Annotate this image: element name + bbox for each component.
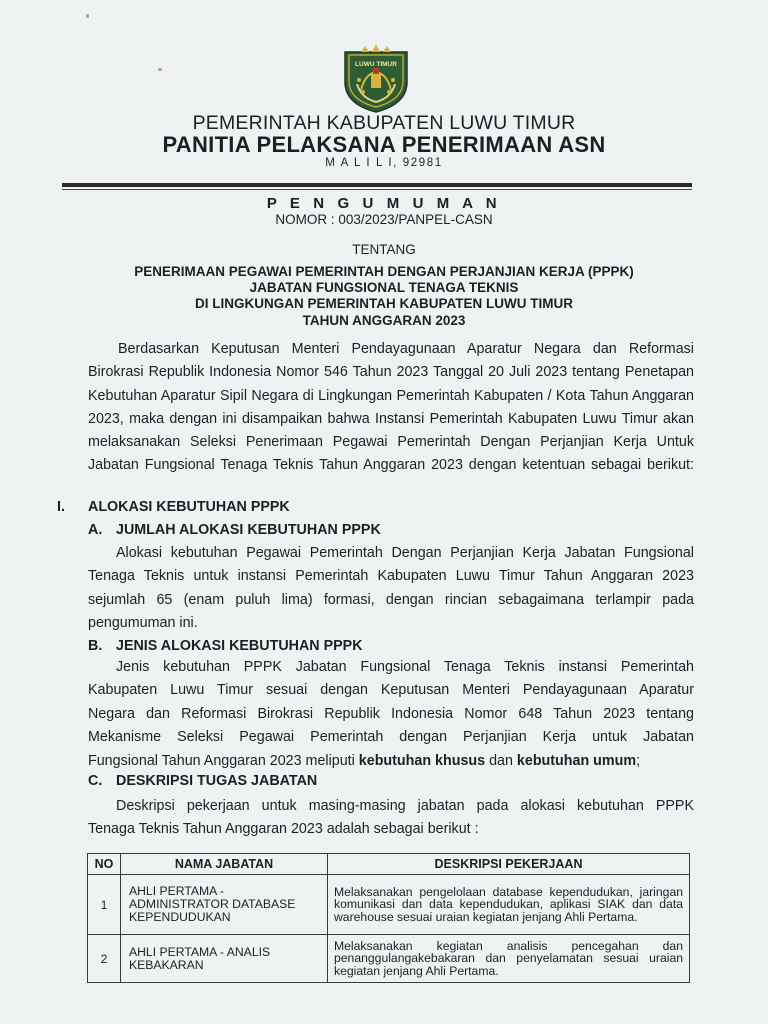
job-name — [121, 935, 328, 983]
about-label: TENTANG — [352, 242, 416, 257]
column-header-description: DESKRIPSI PEKERJAAN — [328, 854, 690, 875]
paper-speck — [158, 68, 162, 71]
subsection-b-title: JENIS ALOKASI KEBUTUHAN PPPK — [116, 638, 363, 654]
paragraph-line: Alokasi kebutuhan Pegawai Pemerintah Dengan Perjanjian Kerja Jabatan Fungsional — [116, 545, 694, 561]
row-number: 1 — [88, 875, 121, 935]
paragraph-line: Berdasarkan Keputusan Menteri Pendayagunaan Aparatur Negara dan Reformasi — [118, 341, 694, 357]
paragraph-line: Mekanisme Seleksi Pegawai Pemerintah dengan Perjanjian Kerja untuk Jabatan — [88, 729, 694, 746]
job-description: Melaksanakan kegiatan analisis pencegahan dan penanggulangakebakaran dan penyelamatan sesuai uraian kegiatan jenjang Ahli Pertama. — [328, 935, 690, 983]
table-header-row — [88, 854, 690, 875]
paragraph-line: sejumlah 65 (enam puluh lima) formasi, dengan rincian sebagaimana terlampir pada — [88, 591, 694, 608]
table-row — [88, 935, 690, 983]
job-name — [121, 875, 328, 935]
announcement-title: P E N G U M U M A N — [266, 195, 502, 212]
job-name-line: AHLI PERTAMA - — [129, 884, 225, 898]
subsection-b-number: B. — [88, 638, 103, 654]
paragraph-line: Jabatan Fungsional Tenaga Teknis Tahun Anggaran 2023 dengan ketentuan sebagai berikut: — [88, 457, 694, 474]
paragraph-line: Tenaga Teknis untuk instansi Pemerintah Kabupaten Luwu Timur Tahun Anggaran 2023 — [88, 568, 694, 585]
job-name-line: KEPENDUDUKAN — [129, 910, 231, 924]
paragraph-line: Negara dan Reformasi Birokrasi Republik Indonesia Nomor 648 Tahun 2023 tentang — [88, 705, 694, 722]
regency-emblem-logo — [339, 44, 413, 114]
committee-name: PANITIA PELAKSANA PENERIMAAN ASN — [162, 132, 606, 157]
column-header-job-name: NAMA JABATAN — [121, 854, 328, 875]
paragraph-line: Birokrasi Republik Indonesia Nomor 546 Tahun 2023 Tanggal 20 Juli 2023 tentang Penetapan — [88, 364, 694, 381]
job-name-line: KEBAKARAN — [129, 957, 204, 972]
job-description: Melaksanakan pengelolaan database kependudukan, jaringan komunikasi dan data kependudukan, aplikasi SIAK dan data warehouse sesuai uraian kegiatan jenjang Ahli Pertama. — [328, 875, 690, 935]
address: M A L I L I, 92981 — [325, 157, 443, 169]
subsection-b-body — [88, 656, 694, 773]
paragraph-line: Kebutuhan Aparatur Sipil Negara di Lingkungan Pemerintah Kabupaten / Kota Tahun Anggaran — [88, 387, 694, 404]
subsection-c-body — [88, 795, 694, 842]
announcement-number: NOMOR : 003/2023/PANPEL-CASN — [275, 212, 493, 227]
letterhead-divider-thick — [62, 183, 692, 187]
subject-line: PENERIMAAN PEGAWAI PEMERINTAH DENGAN PERJANJIAN KERJA (PPPK) — [134, 264, 634, 279]
bold-term: kebutuhan khusus — [358, 752, 486, 769]
subject-line: TAHUN ANGGARAN 2023 — [302, 312, 466, 328]
subsection-c-title: DESKRIPSI TUGAS JABATAN — [116, 773, 318, 789]
subject-line: DI LINGKUNGAN PEMERINTAH KABUPATEN LUWU TIMUR — [195, 296, 573, 312]
government-name: PEMERINTAH KABUPATEN LUWU TIMUR — [192, 112, 576, 134]
row-number: 2 — [88, 935, 121, 983]
subsection-a-number: A. — [88, 522, 103, 538]
line-text: dan — [485, 752, 517, 769]
subsection-a-body — [88, 542, 694, 636]
announcement-subject — [0, 264, 768, 329]
section-number: I. — [57, 499, 65, 515]
line-text: ; — [636, 752, 641, 769]
bold-term: kebutuhan umum — [516, 752, 637, 769]
job-name-line: ADMINISTRATOR DATABASE — [129, 897, 296, 911]
line-text: Fungsional Tahun Anggaran 2023 meliputi — [88, 752, 359, 769]
letterhead-divider-thin — [62, 189, 692, 190]
table-row — [88, 875, 690, 935]
paragraph-line: 2023, maka dengan ini disampaikan bahwa Instansi Pemerintah Kabupaten Luwu Timur akan — [88, 410, 694, 427]
paragraph-line: Tenaga Teknis Tahun Anggaran 2023 adalah sebagai berikut : — [88, 821, 479, 838]
job-name-line: AHLI PERTAMA - ANALIS — [129, 944, 271, 959]
section-title: ALOKASI KEBUTUHAN PPPK — [88, 499, 290, 515]
paragraph-line: Kabupaten Luwu Timur sesuai dengan Keputusan Menteri Pendayagunaan Aparatur — [88, 682, 694, 699]
paper-speck — [86, 14, 89, 18]
paragraph-line: Jenis kebutuhan PPPK Jabatan Fungsional Tenaga Teknis instansi Pemerintah — [116, 659, 694, 675]
subject-line: JABATAN FUNGSIONAL TENAGA TEKNIS — [249, 280, 519, 296]
paragraph-line: pengumuman ini. — [88, 615, 198, 632]
intro-paragraph — [88, 338, 694, 478]
paragraph-line — [88, 750, 694, 773]
logo-text: LUWU TIMUR — [355, 61, 397, 68]
paragraph-line: Deskripsi pekerjaan untuk masing-masing jabatan pada alokasi kebutuhan PPPK — [116, 798, 694, 814]
column-header-no: NO — [88, 854, 121, 875]
paragraph-line: melaksanakan Seleksi Penerimaan Pegawai Pemerintah Dengan Perjanjian Kerja Untuk — [88, 434, 694, 451]
subsection-c-number: C. — [88, 773, 103, 789]
subsection-a-title: JUMLAH ALOKASI KEBUTUHAN PPPK — [116, 522, 381, 538]
job-description-table — [87, 853, 690, 983]
